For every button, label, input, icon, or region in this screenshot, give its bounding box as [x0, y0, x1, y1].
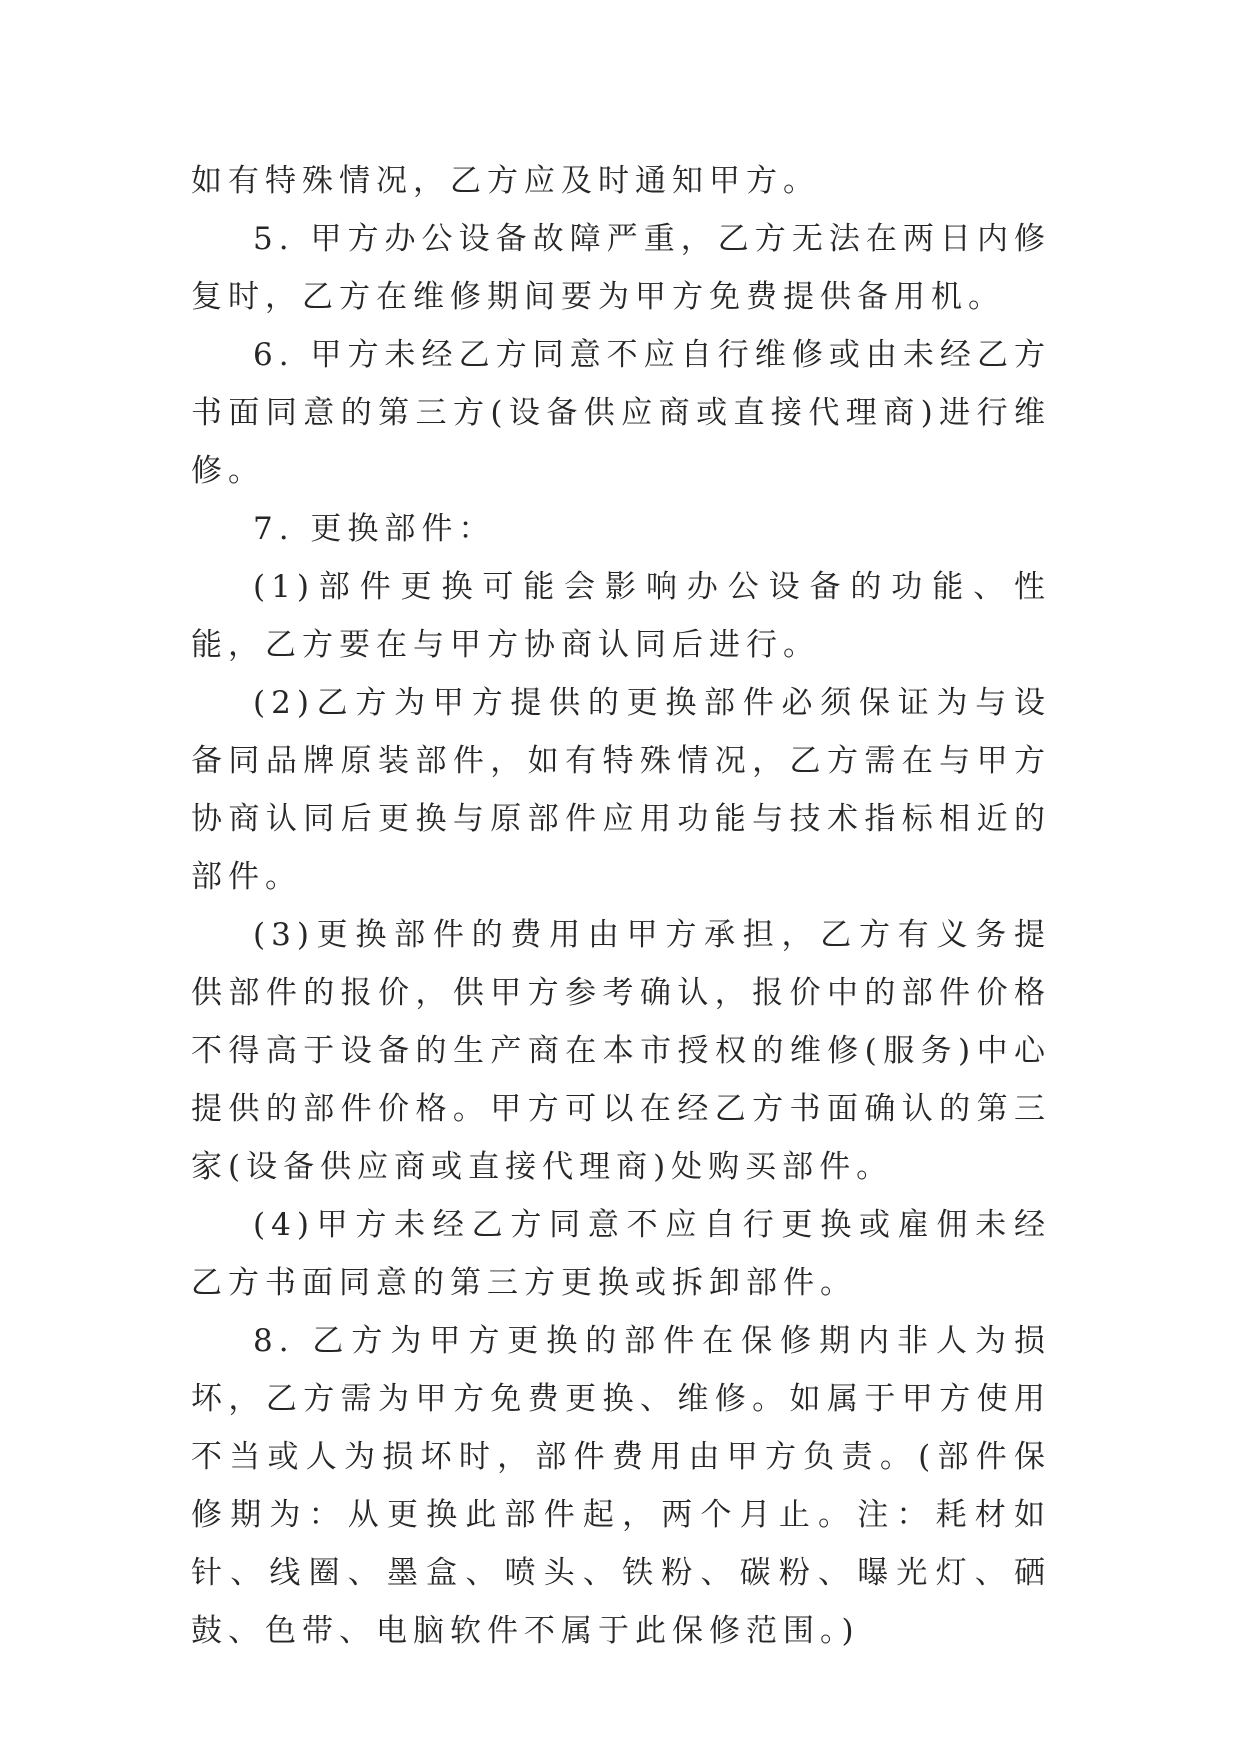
- paragraph-clause-7-1: (1)部件更换可能会影响办公设备的功能、性能，乙方要在与甲方协商认同后进行。: [191, 569, 1051, 663]
- paragraph-clause-7-3: (3)更换部件的费用由甲方承担，乙方有义务提供部件的报价，供甲方参考确认，报价中的部件价格不得高于设备的生产商在本市授权的维修(服务)中心提供的部件价格。甲方可以在经乙方书面确认的第三家(设备供应商或直接代理商)处购买部件。: [191, 917, 1051, 1185]
- paragraph-clause-7: 7. 更换部件：: [253, 511, 496, 547]
- paragraph-continuation: 如有特殊情况，乙方应及时通知甲方。: [191, 163, 820, 199]
- paragraph-clause-6: 6. 甲方未经乙方同意不应自行维修或由未经乙方书面同意的第三方(设备供应商或直接代理商)进行维修。: [191, 337, 1051, 489]
- paragraph-clause-7-4: (4)甲方未经乙方同意不应自行更换或雇佣未经乙方书面同意的第三方更换或拆卸部件。: [191, 1207, 1051, 1301]
- paragraph-clause-8: 8. 乙方为甲方更换的部件在保修期内非人为损坏，乙方需为甲方免费更换、维修。如属于甲方使用不当或人为损坏时，部件费用由甲方负责。(部件保修期为：从更换此部件起，两个月止。注：耗材如针、线圈、墨盒、喷头、铁粉、碳粉、曝光灯、硒鼓、色带、电脑软件不属于此保修范围。): [191, 1323, 1051, 1649]
- paragraph-clause-5: 5. 甲方办公设备故障严重，乙方无法在两日内修复时，乙方在维修期间要为甲方免费提供备用机。: [191, 221, 1051, 315]
- document-body: [191, 152, 1051, 1660]
- paragraph-clause-7-2: (2)乙方为甲方提供的更换部件必须保证为与设备同品牌原装部件，如有特殊情况，乙方需在与甲方协商认同后更换与原部件应用功能与技术指标相近的部件。: [191, 685, 1051, 895]
